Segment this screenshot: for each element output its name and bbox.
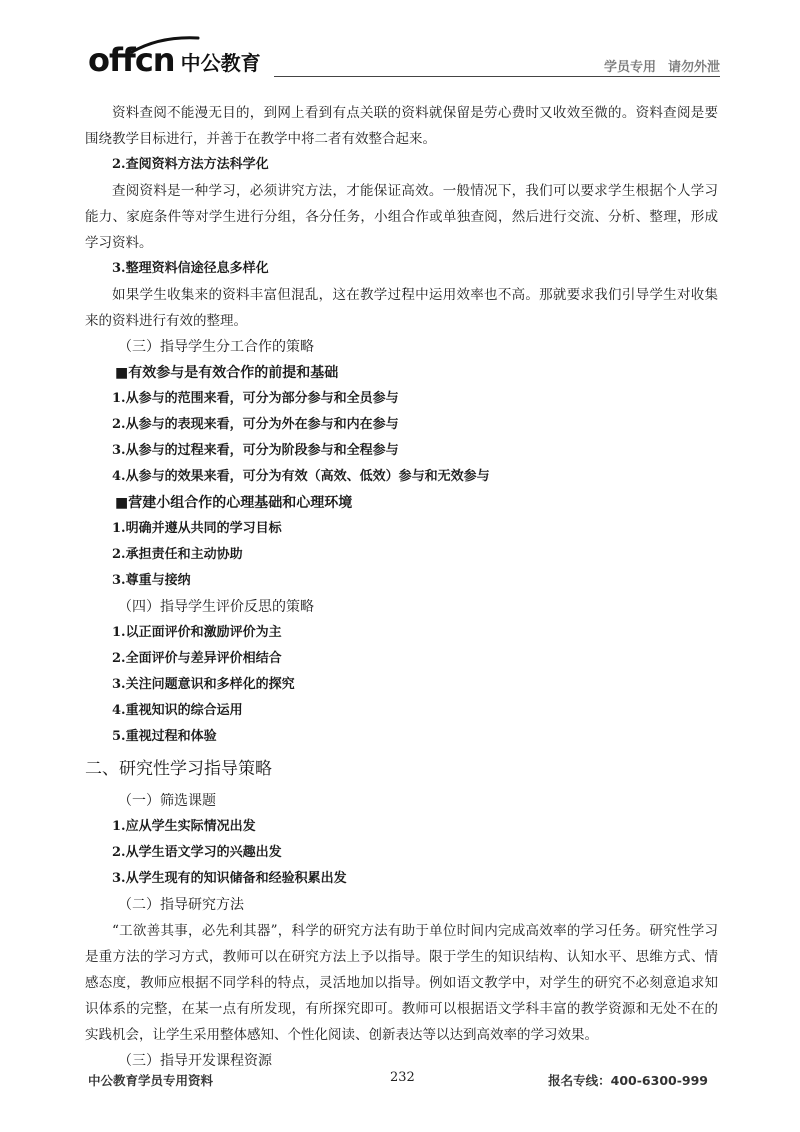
section-heading: （一）筛选课题 xyxy=(118,793,216,809)
bullet-heading: ■营建小组合作的心理基础和心理环境 xyxy=(115,495,353,511)
offcn-logo xyxy=(88,40,261,78)
list-item: 1.从参与的范围来看，可分为部分参与和全员参与 xyxy=(112,391,399,406)
header-rule xyxy=(274,76,720,77)
logo-english: offcn xyxy=(88,41,175,79)
logo-swoosh-icon xyxy=(130,34,200,56)
section-heading: （二）指导研究方法 xyxy=(118,897,244,913)
list-item: 1.以正面评价和激励评价为主 xyxy=(112,625,282,640)
list-item: 3.从学生现有的知识储备和经验积累出发 xyxy=(112,871,347,886)
paragraph: 资料查阅不能漫无目的，到网上看到有点关联的资料就保留是劳心费时又收效至微的。资料查阅是要围绕教学目标进行，并善于在教学中将二者有效整合起来。 xyxy=(85,105,718,147)
page-header xyxy=(88,36,720,80)
page-body xyxy=(85,100,718,1074)
footer-material-label: 中公教育学员专用资料 xyxy=(88,1073,214,1088)
section-heading: （三）指导开发课程资源 xyxy=(118,1053,272,1069)
list-item: 1.明确并遵从共同的学习目标 xyxy=(112,521,282,536)
subheading: 2.查阅资料方法方法科学化 xyxy=(112,157,269,172)
header-tag-students-only: 学员专用 xyxy=(603,60,656,75)
list-item: 3.尊重与接纳 xyxy=(112,573,191,588)
list-item: 2.承担责任和主动协助 xyxy=(112,547,243,562)
bullet-heading: ■有效参与是有效合作的前提和基础 xyxy=(115,365,339,381)
list-item: 3.关注问题意识和多样化的探究 xyxy=(112,677,295,692)
page-footer xyxy=(88,1071,708,1091)
header-tag-no-leak: 请勿外泄 xyxy=(667,60,720,75)
list-item: 5.重视过程和体验 xyxy=(112,729,217,744)
footer-hotline: 报名专线：400-6300-999 xyxy=(548,1073,708,1088)
chapter-heading: 二、研究性学习指导策略 xyxy=(85,759,272,779)
section-heading: （四）指导学生评价反思的策略 xyxy=(118,599,314,615)
paragraph: “工欲善其事，必先利其器”，科学的研究方法有助于单位时间内完成高效率的学习任务。研究性学习是重方法的学习方式，教师可以在研究方法上予以指导。限于学生的知识结构、认知水平、思维方式、情感态度，教师应根据不同学科的特点，灵活地加以指导。例如语文教学中，对学生的研究不必刻意追求知识体系的完整，在某一点有所发现，有所探究即可。教师可以根据语文学科丰富的教学资源和无处不在的实践机会，让学生采用整体感知、个性化阅读、创新表达等以达到高效率的学习效果。 xyxy=(85,923,718,1043)
list-item: 4.从参与的效果来看，可分为有效（高效、低效）参与和无效参与 xyxy=(112,469,490,484)
page-number: 232 xyxy=(390,1070,415,1085)
list-item: 2.从学生语文学习的兴趣出发 xyxy=(112,845,282,860)
subheading: 3.整理资料信途径息多样化 xyxy=(112,261,269,276)
list-item: 2.全面评价与差异评价相结合 xyxy=(112,651,282,666)
section-heading: （三）指导学生分工合作的策略 xyxy=(118,339,314,355)
logo-chinese: 中公教育 xyxy=(180,51,261,75)
list-item: 3.从参与的过程来看，可分为阶段参与和全程参与 xyxy=(112,443,399,458)
header-tags xyxy=(604,56,720,75)
list-item: 4.重视知识的综合运用 xyxy=(112,703,243,718)
paragraph: 查阅资料是一种学习，必须讲究方法，才能保证高效。一般情况下，我们可以要求学生根据个人学习能力、家庭条件等对学生进行分组，各分任务，小组合作或单独查阅，然后进行交流、分析、整理，形成学习资料。 xyxy=(85,183,718,251)
paragraph: 如果学生收集来的资料丰富但混乱，这在教学过程中运用效率也不高。那就要求我们引导学生对收集来的资料进行有效的整理。 xyxy=(85,287,718,329)
list-item: 1.应从学生实际情况出发 xyxy=(112,819,256,834)
list-item: 2.从参与的表现来看，可分为外在参与和内在参与 xyxy=(112,417,399,432)
